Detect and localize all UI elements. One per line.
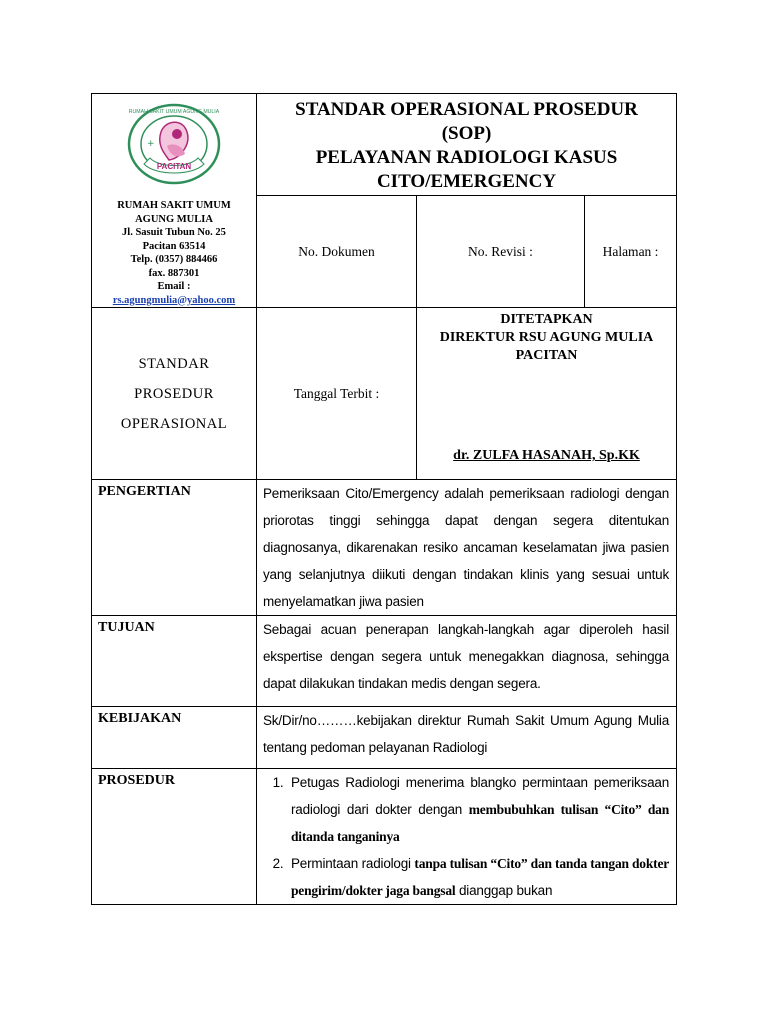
- kebijakan-label: KEBIJAKAN: [92, 707, 257, 769]
- prosedur-step-2: [287, 850, 669, 904]
- hospital-city: Pacitan 63514: [142, 240, 206, 252]
- halaman-cell: Halaman :: [585, 196, 677, 308]
- pengertian-label: PENGERTIAN: [92, 480, 257, 616]
- prosedur-label: PROSEDUR: [92, 769, 257, 905]
- ditetapkan-line-2: DIREKTUR RSU AGUNG MULIA: [439, 330, 654, 345]
- title-line-1: STANDAR OPERASIONAL PROSEDUR: [295, 99, 638, 120]
- hospital-fax: fax. 887301: [148, 267, 200, 279]
- sop-label-cell: [92, 308, 257, 480]
- prosedur-step-1: [287, 769, 669, 850]
- step-2-emphasis: tanpa tulisan “Cito” dan tanda tangan dokter pengirim/dokter jaga bangsal: [291, 856, 670, 898]
- tanggal-terbit-cell: Tanggal Terbit :: [257, 308, 417, 480]
- kebijakan-text: Sk/Dir/no………kebijakan direktur Rumah Sakit Umum Agung Mulia tentang pedoman pelayanan Radiologi: [257, 707, 677, 769]
- step-2-text-c: dianggap bukan: [455, 883, 553, 898]
- document-title: [257, 94, 677, 196]
- title-line-2: (SOP): [441, 123, 492, 144]
- no-dokumen-cell: No. Dokumen: [257, 196, 417, 308]
- title-line-3: PELAYANAN RADIOLOGI KASUS: [315, 147, 618, 168]
- sop-label-1: STANDAR: [138, 355, 210, 372]
- prosedur-list: [263, 769, 669, 904]
- pengertian-text: Pemeriksaan Cito/Emergency adalah pemeriksaan radiologi dengan priorotas tinggi sehingga dapat dengan segera ditentukan diagnosanya, dikarenakan resiko ancaman keselamatan jiwa pasien yang selanjutnya diikuti dengan tindakan klinis yang sesuai untuk menyelamatkan jiwa pasien: [257, 480, 677, 616]
- step-1-emphasis: membubuhkan tulisan “Cito” dan ditanda tanganinya: [291, 802, 670, 844]
- svg-text:+: +: [147, 139, 155, 149]
- signatory-name: dr. ZULFA HASANAH, Sp.KK: [453, 448, 640, 463]
- no-revisi-cell: No. Revisi :: [417, 196, 585, 308]
- logo-city: PACITAN: [156, 162, 192, 171]
- logo-ring-text: RUMAH SAKIT UMUM AGUNG MULIA: [128, 109, 220, 115]
- hospital-address: Jl. Sasuit Tubun No. 25: [122, 227, 226, 238]
- sop-table: [91, 93, 677, 905]
- hospital-name-2: AGUNG MULIA: [135, 213, 213, 225]
- tujuan-text: Sebagai acuan penerapan langkah-langkah agar diperoleh hasil ekspertise dengan segera untuk menegakkan diagnosa, sehingga dapat dilakukan tindakan medis dengan segera.: [257, 616, 677, 707]
- title-line-4: CITO/EMERGENCY: [376, 171, 557, 192]
- sop-label-2: PROSEDUR: [134, 385, 214, 402]
- hospital-email-label: Email :: [157, 281, 191, 292]
- tujuan-label: TUJUAN: [92, 616, 257, 707]
- step-2-text-a: Permintaan radiologi: [291, 856, 415, 871]
- hospital-info: [92, 199, 256, 307]
- prosedur-content: [257, 769, 677, 905]
- hospital-name-1: RUMAH SAKIT UMUM: [117, 200, 231, 211]
- hospital-email-link[interactable]: rs.agungmulia@yahoo.com: [112, 294, 236, 306]
- hospital-phone: Telp. (0357) 884466: [130, 254, 218, 265]
- ditetapkan-line-1: DITETAPKAN: [500, 312, 593, 327]
- ditetapkan-line-3: PACITAN: [515, 348, 578, 363]
- hospital-identity-cell: [92, 94, 257, 308]
- sop-label-3: OPERASIONAL: [120, 415, 228, 432]
- step-1-text: Petugas Radiologi menerima blangko permintaan pemeriksaan radiologi dari dokter dengan: [291, 775, 670, 817]
- ditetapkan-cell: [417, 308, 677, 480]
- hospital-logo: [125, 102, 223, 186]
